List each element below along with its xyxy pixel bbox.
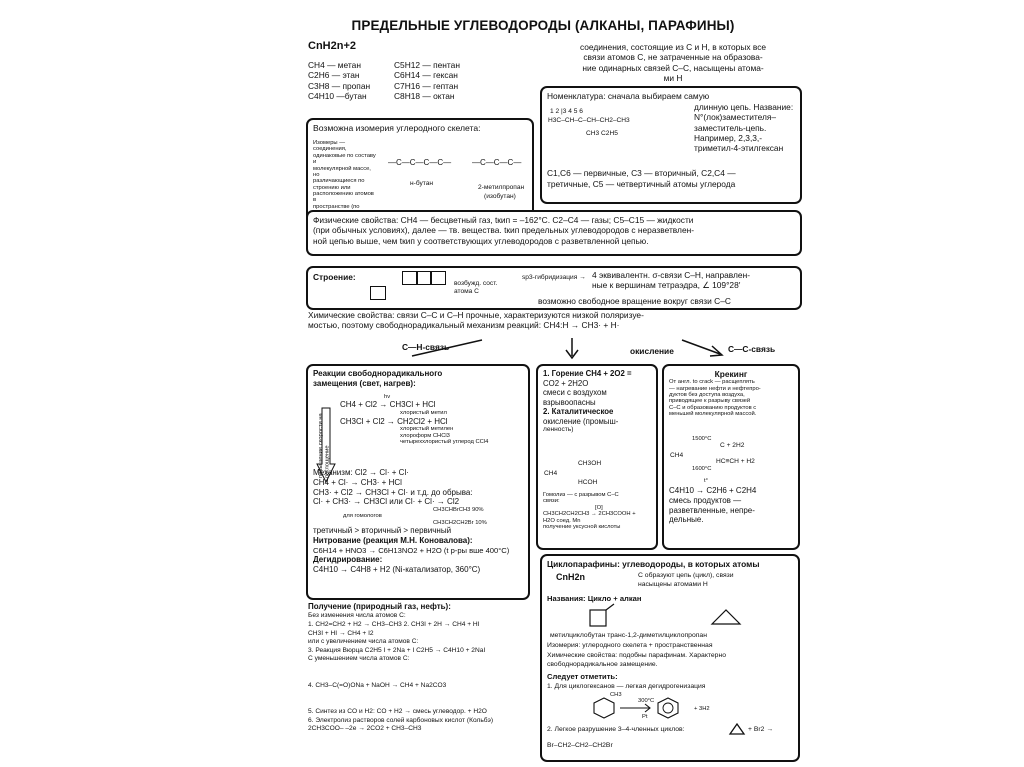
obtain-line: Без изменения числа атомов C: <box>308 612 406 620</box>
crack-line: дельные. <box>669 515 704 525</box>
page-title: ПРЕДЕЛЬНЫЕ УГЛЕВОДОРОДЫ (АЛКАНЫ, ПАРАФИНЫ) <box>351 18 735 33</box>
crack-line: приводящее к разрыву связей <box>669 398 751 405</box>
ox-line: HCOH <box>578 479 598 486</box>
sub-line: хлористый метилен <box>400 426 454 433</box>
chemical-properties <box>308 310 802 331</box>
cyclo-line: свободнорадикальное замещение. <box>547 661 658 668</box>
sub-line: C6H14 + HNO3 → C6H13NO2 + H2O (t р-ры вше 400°C) <box>313 545 510 555</box>
sub-line: CH4 + Cl2 → CH3Cl + HCl <box>340 400 436 410</box>
cyclo-line: + 3H2 <box>694 706 710 712</box>
nomenclature-line: триметил-4-этилгексан <box>694 143 784 153</box>
note-line: пространстве (по <box>313 203 360 210</box>
note-line: молекулярной массе, но <box>313 165 371 178</box>
crack-line: — нагревание нефти и нефтепро- <box>669 385 761 392</box>
sub-line: Механизм: Cl2 → Cl· + Cl· <box>313 468 409 477</box>
methyl-bond-icon <box>606 604 614 610</box>
benzene-ring-icon <box>658 698 678 718</box>
obtain-line: 4. CH3–C(=O)ONa + NaOH → CH4 + Na2CO3 <box>308 681 447 689</box>
obtain-line: 5. Синтез из CO и H2: CO + H2 → смесь углеводор. + H2O <box>308 708 487 716</box>
homolog: CH4 — метан <box>308 60 361 70</box>
sub-line: CH3CHBrCH3 90% <box>433 507 484 513</box>
nomenclature-line: длинную цепь. Название: <box>694 102 794 112</box>
cyclo-line: 300°C <box>638 698 655 704</box>
orbital-cell <box>430 271 446 285</box>
nomenclature-box <box>540 86 802 204</box>
sub-line: четыреххлористый углерод CCl4 <box>400 439 489 445</box>
cyclo-line: Химические свойства: подобны парафинам. Характерно <box>547 652 726 659</box>
definition-line: связи атомов С, не затраченные на образова- <box>583 52 763 63</box>
crack-line: От англ. to crack — расщеплять <box>669 379 755 386</box>
chain-numbering: 1 2 |3 4 5 6 <box>550 108 583 115</box>
orbital-cell <box>370 286 386 300</box>
side-note: повышение скорости на поглощение <box>318 413 331 478</box>
sub-line: C4H10 → C4H8 + H2 (Ni-катализатор, 360°C) <box>313 564 481 574</box>
homolog: C8H18 — октан <box>394 90 455 101</box>
structure-lines <box>592 270 750 291</box>
ox-line: 2. Каталитическое <box>543 407 614 416</box>
homolog: C4H10 —бутан <box>308 90 367 101</box>
oxidation-box <box>536 364 658 550</box>
cyclo-line: 2. Легкое разрушение 3–4-членных циклов: <box>547 726 685 733</box>
cyclo-line: Pt <box>642 714 648 720</box>
homolog: C5H12 — пентан <box>394 60 460 70</box>
arrow-ch-icon <box>412 340 482 356</box>
homolog: C3H8 — пропан <box>308 80 371 91</box>
ox-line: CH4 <box>544 470 558 477</box>
physical-properties-box <box>306 210 802 256</box>
cyclo-formula: CnH2n <box>556 572 585 582</box>
cyclo-line: насыщены атомами H <box>638 581 708 588</box>
ox-line: окисление (промыш- <box>543 416 619 426</box>
sub-line: Дегидрирование: <box>313 554 383 564</box>
note-line: одинаковые по составу и <box>313 152 376 166</box>
nomenclature-rule <box>694 102 793 153</box>
structure-line: возможно свободное вращение вокруг связи C–C <box>538 296 731 306</box>
substitution-box <box>306 364 530 600</box>
sub-line: Нитрование (реакция М.Н. Коновалова): <box>313 535 473 545</box>
arrow-ox-icon <box>566 338 578 358</box>
ox-line: связи: <box>543 498 560 505</box>
ox-line: получение уксусной кислоты <box>543 523 621 530</box>
ox-line: H2O соед. Mn <box>543 517 581 524</box>
sub-line: CH3· + Cl2 → CH3Cl + Cl· и т.д. до обрыва: <box>313 487 473 497</box>
homolog: C7H16 — гептан <box>394 80 459 91</box>
note-line: различающиеся по <box>313 178 365 185</box>
substitution-reactions <box>340 394 488 445</box>
crack-line: 1500°C <box>692 436 712 442</box>
obtain-line: CH3I + HI → CH4 + I2 <box>308 629 374 637</box>
cyclo-line: + Br2 → <box>748 726 774 733</box>
note-line: Изомеры — соединения, <box>313 140 347 153</box>
hybridization-label: sp3-гибридизация → <box>522 274 586 281</box>
physical-line: Физические свойства: CH4 — бесцветный газ, tкип = –162°C. C2–C4 — газы; C5–C15 — жидкости <box>313 215 694 225</box>
homolog: C6H14 — гексан <box>394 70 458 81</box>
sub-line: hv <box>384 394 391 400</box>
excite-line: атома C <box>454 287 479 295</box>
structure-line: 4 эквивалентн. σ-связи C–H, направлен- <box>592 270 750 280</box>
physical-line: ной цепью выше, чем tкип у соответствующих углеводородов с разветвленной цепью. <box>313 235 649 246</box>
cyclo-line: Следует отметить: <box>547 672 618 681</box>
homolog: C2H6 — этан <box>308 70 360 81</box>
crack-line: дуктов без доступа воздуха, <box>669 392 745 398</box>
obtaining-section <box>308 602 536 734</box>
sub-line: для гомологов <box>343 513 382 520</box>
chemical-line: мостью, поэтому свободнорадикальный механизм реакций: CH4:H → CH3· + H· <box>308 320 620 331</box>
cyclohexane-scheme <box>592 696 692 722</box>
crack-line: смесь продуктов — <box>669 495 742 505</box>
sub-line: CH3Cl + Cl2 → CH2Cl2 + HCl <box>340 416 448 426</box>
chain-formula: H3C–CH–C–CH–CH2–CH3 <box>548 117 630 124</box>
definition-line: ние одинарных связей С–С, насыщены атома- <box>582 62 764 73</box>
cyclo-line: CH3 <box>610 692 622 698</box>
crack-line: t° <box>704 478 708 484</box>
sub-line: хлористый метил <box>400 410 447 417</box>
cyclo-line: Изомерия: углеродного скелета + пространственная <box>547 642 713 649</box>
obtain-line: 3. Реакция Вюрца C2H5 I + 2Na + I C2H5 → C4H10 + 2NaI <box>308 646 486 654</box>
crack-line: C–C и образованию продуктов с <box>669 404 757 411</box>
ox-line: смеси с воздухом <box>543 388 607 397</box>
crack-line: CH4 <box>670 452 684 459</box>
crack-line: C + 2H2 <box>720 442 745 449</box>
reaction-arrow-icon <box>620 704 650 712</box>
crack-line: 1600°C <box>692 466 712 472</box>
obtain-line: 6. Электролиз растворов солей карбоновых кислот (Кольбэ) <box>308 716 494 724</box>
isobutane-label: 2-метилпропан <box>478 184 525 191</box>
cyclo-line: 1. Для циклогексанов — легкая дегидрогенизация <box>547 683 706 690</box>
cyclo-line: метилциклобутан транс-1,2-диметилциклопропан <box>550 632 707 639</box>
sub-line: Реакции свободнорадикального <box>313 369 443 378</box>
cyclohexane-ring-icon <box>594 698 614 718</box>
ox-line: 1. Горение CH4 + 2O2 = <box>543 369 632 378</box>
structure-box <box>306 266 802 310</box>
isomer-note <box>313 140 377 217</box>
sub-line: CH3CH2CH2Br 10% <box>433 519 487 526</box>
definition-line: ми Н <box>663 72 683 83</box>
obtain-line: 1. CH2=CH2 + H2 → CH3–CH3 2. CH3I + 2H → CH4 + HI <box>308 620 480 628</box>
crack-line: меньшей молекулярной массой. <box>669 411 757 418</box>
homolysis <box>543 492 655 530</box>
ox-line: взрывоопасны <box>543 397 596 407</box>
note-line: строению или <box>313 184 351 191</box>
isomerism-box <box>306 118 534 222</box>
chain-substituents: CH3 C2H5 <box>586 130 618 137</box>
nomenclature-line: N°(лок)заместителя– <box>694 112 777 123</box>
cracking-def <box>669 379 793 417</box>
structure-line: ные к вершинам тетраэдра, ∠ 109°28′ <box>592 280 741 291</box>
homologs-right <box>394 60 460 101</box>
crack-line: C4H10 → C2H6 + C2H4 <box>669 486 757 495</box>
general-formula: CnH2n+2 <box>308 40 356 52</box>
nomenclature-line: Например, 2,3,3,- <box>694 132 763 143</box>
butane-label: н-бутан <box>410 180 434 187</box>
cyclo-line: С образуют цепь (цикл), связи <box>638 572 734 579</box>
crack-line: разветвленные, непре- <box>669 505 755 515</box>
crack-line: HC≡CH + H2 <box>716 458 755 465</box>
physical-line: (при обычных условиях), далее — тв. вещества. tкип предельных углеводородов с неразветвлен- <box>313 225 695 236</box>
butane-chain: —C—C—C—C— <box>388 158 452 167</box>
reference-sheet <box>282 4 804 764</box>
cracking-result <box>669 486 756 525</box>
cyclo-line: Br–CH2–CH2–CH2Br <box>547 742 613 749</box>
obtain-line: 2CH3COO– –2e → 2CO2 + CH3–CH3 <box>308 725 422 733</box>
branch-arrows <box>282 334 804 364</box>
sub-line: хлороформ CHCl3 <box>400 432 450 439</box>
cracking-box <box>662 364 800 550</box>
excited-state-label <box>454 280 497 295</box>
nomenclature-line: C1,C6 — первичные, C3 — вторичный, C2,C4 — <box>547 168 736 178</box>
cyclopropane-ring-icon <box>712 610 740 624</box>
cyclobutane-ring-icon <box>590 610 606 626</box>
ox-line: CO2 + 2H2O <box>543 378 589 388</box>
cyclopropane-triangle-icon <box>728 722 746 736</box>
ox-line: ленность) <box>543 426 574 433</box>
obtain-line: Получение (природный газ, нефть): <box>308 602 451 611</box>
ch-bond-label: C—H-связь <box>402 342 450 352</box>
nomenclature-line: заместитель-цепь. <box>694 122 767 133</box>
structure-label: Строение: <box>313 272 356 282</box>
excite-line: возбужд. сост. <box>454 280 498 287</box>
nomenclature-line: третичные, C5 — четвертичный атомы углерода <box>547 179 736 189</box>
homologs-left <box>308 60 370 101</box>
definition-line: соединения, состоящие из С и Н, в которых все <box>579 42 767 52</box>
sub-line: Cl· + CH3· → CH3Cl или Cl· + Cl· → Cl2 <box>313 497 460 507</box>
ox-line: Гомолиз — с разрывом C–C <box>543 492 619 498</box>
mechanism <box>313 468 509 574</box>
cc-bond-label: C—C-связь <box>728 344 776 354</box>
isobutane-chain: —C—C—C— <box>472 158 522 167</box>
sub-line: CH4 + Cl· → CH3· + HCl <box>313 477 402 487</box>
obtain-line: С уменьшением числа атомов C: <box>308 655 410 663</box>
ox-line: [O] <box>595 504 603 511</box>
obtain-line: или с увеличением числа атомов C: <box>308 638 419 646</box>
nomenclature-line: Номенклатура: сначала выбираем самую <box>547 91 710 101</box>
cyclo-line: Названия: Цикло + алкан <box>547 594 642 603</box>
ox-line: CH3OH <box>578 460 602 467</box>
arrow-cc-icon <box>682 340 722 356</box>
isobutane-alt-label: (изобутан) <box>484 193 516 200</box>
cycloparaffins-box <box>540 554 800 762</box>
definition <box>544 42 802 83</box>
cyclo-structures <box>582 602 792 632</box>
sub-line: замещения (свет, нагрев): <box>313 378 416 388</box>
ox-line: CH3CH2CH2CH3 → 2CH3COOH + <box>543 511 636 518</box>
crack-line: Крекинг <box>714 369 748 379</box>
sub-line: третичный > вторичный > первичный <box>313 526 452 536</box>
note-line: расположению атомов в <box>313 191 374 204</box>
chemical-line: Химические свойства: связи C–C и C–H прочные, характеризуются низкой поляризуе- <box>308 310 644 320</box>
isomerism-header: Возможна изомерия углеродного скелета: <box>313 123 481 133</box>
cyclo-line: Циклопарафины: углеводороды, в которых атомы <box>547 559 760 569</box>
oxidation-label: окисление <box>630 346 674 356</box>
